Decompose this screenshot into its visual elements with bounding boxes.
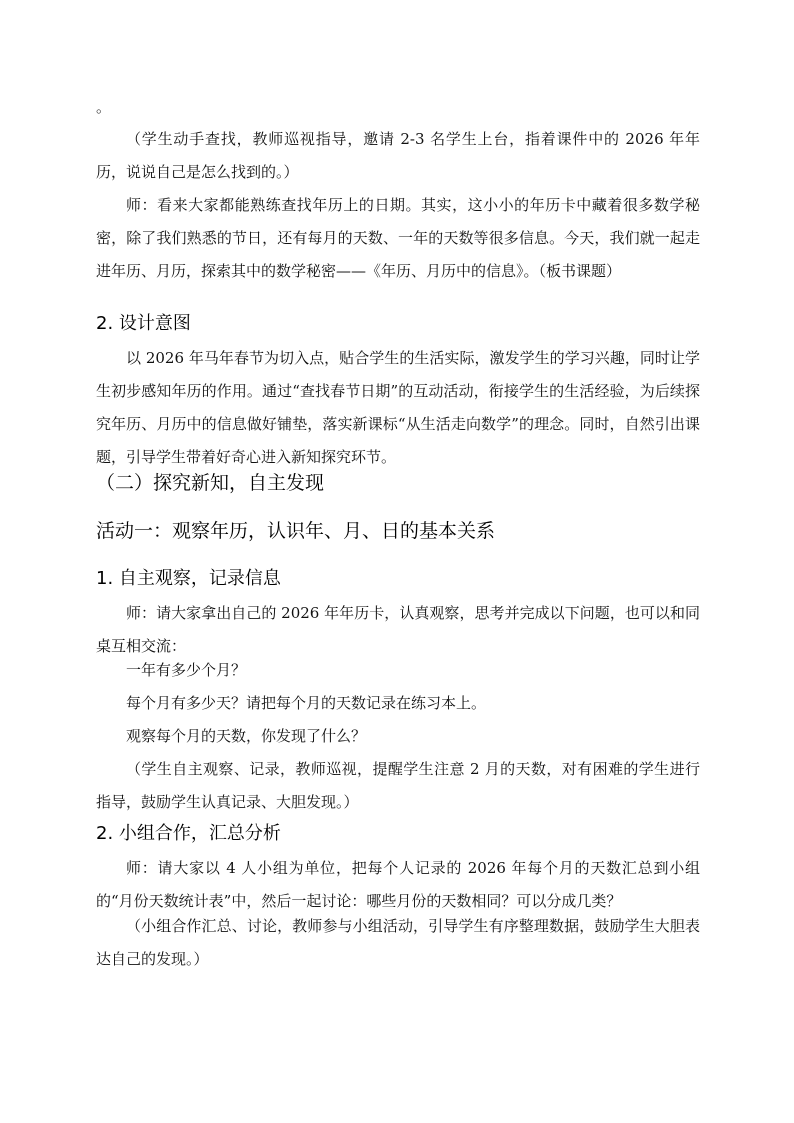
question-months-per-year: 一年有多少个月？ [126,661,247,679]
question-days-per-month: 每个月有多少天？请把每个月的天数记录在练习本上。 [126,694,487,712]
heading-design-intent: 2. 设计意图 [96,313,191,334]
paragraph-group-instruction: 师：请大家以 4 人小组为单位，把每个人记录的 2026 年每个月的天数汇总到小组的“月份天数统计表”中，然后一起讨论：哪些月份的天数相同？可以分成几类？ [96,859,700,910]
heading-step-group: 2. 小组合作，汇总分析 [96,823,281,844]
paragraph-teacher-instruction: 师：请大家拿出自己的 2026 年年历卡，认真观察，思考并完成以下问题，也可以和同桌互相交流： [96,604,700,655]
continued-fragment: 。 [96,98,112,116]
heading-step-observe: 1. 自主观察，记录信息 [96,568,281,589]
heading-section-explore: （二）探究新知，自主发现 [96,472,325,494]
paragraph-design-intent: 以 2026 年马年春节为切入点，贴合学生的生活实际，激发学生的学习兴趣，同时让学生初步感知年历的作用。通过“查找春节日期”的互动活动，衔接学生的生活经验，为后续探究年历、月历中的信息做好铺垫，落实新课标“从生活走向数学”的理念。同时，自然引出课题，引导学生带着好奇心进入新知探究环节。 [96,349,700,466]
paragraph-group-activity: （小组合作汇总、讨论，教师参与小组活动，引导学生有序整理数据，鼓励学生大胆表达自己的发现。） [96,917,700,968]
paragraph-teacher-intro: 师：看来大家都能熟练查找年历上的日期。其实，这小小的年历卡中藏着很多数学秘密，除了我们熟悉的节日，还有每月的天数、一年的天数等很多信息。今天，我们就一起走进年历、月历，探索其中的数学秘密——《年历、月历中的信息》。（板书课题） [96,196,700,280]
question-what-found: 观察每个月的天数，你发现了什么？ [126,727,367,745]
paragraph-student-activity: （学生动手查找，教师巡视指导，邀请 2-3 名学生上台，指着课件中的 2026 年年历，说说自己是怎么找到的。） [96,130,700,181]
paragraph-student-observe: （学生自主观察、记录，教师巡视，提醒学生注意 2 月的天数，对有困难的学生进行指导，鼓励学生认真记录、大胆发现。） [96,760,700,811]
heading-activity-one: 活动一：观察年历，认识年、月、日的基本关系 [96,520,496,542]
